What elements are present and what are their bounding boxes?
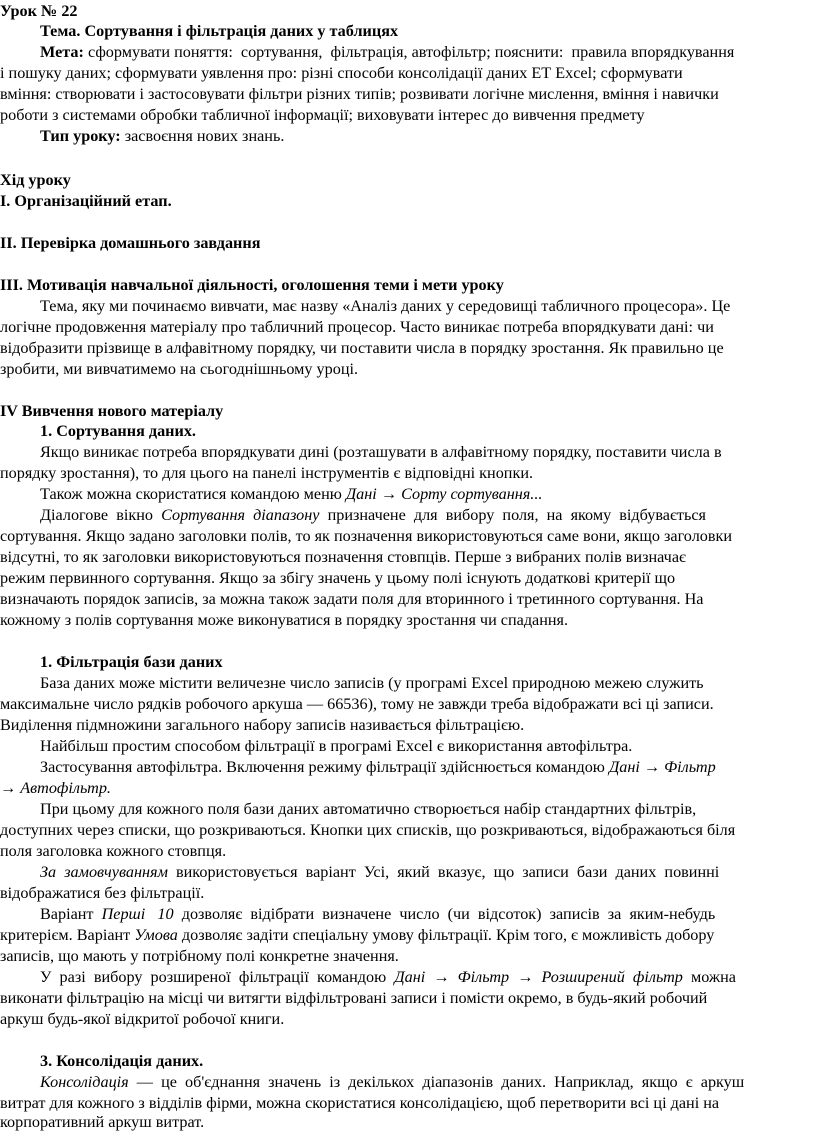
sort-p3-dialog-name: Сортування діапазону [161,506,320,524]
course-heading: Хід уроку [0,171,71,189]
filter-p1-line-1: База даних може містити величезне число записів (у програмі Excel природною межею служить [40,674,704,692]
sort-p2-text: Також можна скористатися командою меню [40,485,346,503]
filter-p6-a: Варіант [40,905,102,923]
sort-p3-line-4: режим первинного сортування. Якщо за збігу значень у цьому полі існують додаткові критерії що [0,569,676,587]
consolidation-p1-line-1 [40,1072,744,1093]
filter-p1-line-3: Виділення підмножини загального набору записів називається фільтрацією. [0,716,525,734]
motivation-line-2: логічне продовження матеріалу про табличний процесор. Часто виникає потреба впорядкувати дані: чи [0,318,714,336]
filter-p1-line-2: максимальне число рядків робочого аркуша — 66536), тому не завжди треба відображати всі ці записи. [0,695,714,713]
goal-text-1: сформувати поняття: сортування, фільтрація, автофільтр; пояснити: правила впорядкування [87,43,735,61]
sort-p3-line-6: кожному з полів сортування може виконуватися в порядку зростання чи спадання. [0,611,569,629]
theme-text: Сортування і фільтрація даних у таблицях [84,22,399,40]
filter-p3-menu-path: Дані → Фільтр [608,758,716,776]
filter-p6-line-2 [0,925,714,946]
filter-heading: 1. Фільтрація бази даних [40,653,223,671]
lesson-number: Урок № 22 [0,2,78,20]
goal-line-2: і пошуку даних; сформувати уявлення про: різні способи консолідації даних ЕТ Excel; сформувати [0,64,683,82]
theme-label: Тема. [40,22,81,40]
filter-p7-a: У разі вибору розширеної фільтрації командою [40,968,395,986]
goal-label: Мета: [40,43,84,61]
stage-4-heading: IV Вивчення нового матеріалу [0,402,224,420]
lesson-type-text: засвоєння нових знань. [124,127,285,145]
filter-p7-line-1 [40,967,736,988]
filter-p6-line-1 [40,904,715,925]
filter-p6l2-a: критерієм. Варіант [0,926,135,944]
filter-p7-b: можна [682,968,736,986]
filter-p5-line-1 [40,862,719,883]
sort-p3-b: призначене для вибору поля, на якому відбувається [319,506,707,524]
motivation-line-4: зробити, ми вивчатимемо на сьогоднішньому уроці. [0,360,359,378]
sort-heading: 1. Сортування даних. [40,422,196,440]
stage-1-heading: І. Організаційний етап. [0,192,172,210]
filter-p4-line-2: доступних через списки, що розкриваються. Кнопки цих списків, що розкриваються, відображаються біля [0,821,736,839]
filter-p6l2-condition: Умова [134,926,178,944]
lesson-type-label: Тип уроку: [40,127,121,145]
sort-p2-menu-path: Дані → Сорту сортування... [345,485,543,503]
filter-p2: Найбільш простим способом фільтрації в програмі Excel є використання автофільтра. [40,737,633,755]
sort-p3-line-1 [40,505,706,526]
filter-p6-top10: Перші 10 [101,905,174,923]
filter-p5-line-2: відображатися без фільтрації. [0,884,205,902]
filter-p4-line-1: При цьому для кожного поля бази даних автоматично створюється набір стандартних фільтрів, [40,800,697,818]
sort-p3-a: Діалогове вікно [40,506,162,524]
motivation-line-3: відобразити прізвище в алфавітному порядку, чи поставити числа в порядку зростання. Як правильно це [0,339,724,357]
motivation-line-1: Тема, яку ми починаємо вивчати, має назву «Аналіз даних у середовищі табличного процесора». Це [40,297,731,315]
sort-p3-line-5: визначають порядок записів, за можна також задати поля для вторинного і третинного сортування. На [0,590,704,608]
goal-line-4: роботи з системами обробки табличної інформації; виховувати інтерес до вивчення предмету [0,106,645,124]
filter-p6-line-3: записів, що мають у потрібному полі конкретне значення. [0,947,399,965]
filter-p4-line-3: поля заголовка кожного стовпця. [0,842,227,860]
filter-p6l2-b: дозволяє задіти спеціальну умову фільтрації. Крім того, є можливість добору [177,926,715,944]
filter-p7-line-2: виконати фільтрацію на місці чи витягти відфільтровані записи і помісти окремо, в будь-який робочий [0,989,708,1007]
sort-p3-line-2: сортування. Якщо задано заголовки полів, то як позначення використовуються саме вони, якщо заголовки [0,527,733,545]
filter-p6-b: дозволяє відібрати визначене число (чи відсоток) записів за яким-небудь [173,905,716,923]
lesson-type-line [40,126,284,147]
sort-p1-line-2: порядку зростання), то для цього на панелі інструментів є відповідні кнопки. [0,464,534,482]
filter-p7-menu-path: Дані → Фільтр → Розширений фільтр [394,968,683,986]
theme-line [40,21,398,42]
consolidation-term: Консолідація [40,1073,129,1091]
stage-3-heading: ІІІ. Мотивація навчальної діяльності, оголошення теми і мети уроку [0,276,504,294]
consolidation-p1-line-3: корпоративний аркуш витрат. [0,1113,205,1131]
stage-2-heading: ІІ. Перевірка домашнього завдання [0,234,261,252]
sort-p3-line-3: відсутні, то як заголовки використовуються позначення стовпців. Перше з вибраних полів визначає [0,548,686,566]
filter-p3-a: Застосування автофільтра. Включення режиму фільтрації здійснюється командою [40,758,609,776]
filter-p7-line-3: аркуш будь-якої відкритої робочої книги. [0,1010,285,1028]
sort-p2 [40,484,542,505]
filter-p5-b: використовується варіант Усі, який вказує, що записи бази даних повинні [167,863,720,881]
filter-p3-line-2: → Автофільтр. [0,779,111,797]
filter-p3-line-1 [40,757,716,778]
consolidation-p1-line-2: витрат для кожного з відділів фірми, можна скористатися консолідацією, щоб перетворити всі ці дані на [0,1094,720,1112]
goal-line-3: вміння: створювати і застосовувати фільтри різних типів; розвивати логічне мислення, вміння і навички [0,85,719,103]
consolidation-p1-b: — це об'єднання значень із декількох діапазонів даних. Наприклад, якщо є аркуш [128,1073,745,1091]
sort-p1-line-1: Якщо виникає потреба впорядкувати дині (розташувати в алфавітному порядку, поставити числа в [40,443,722,461]
consolidation-heading: 3. Консолідація даних. [40,1052,204,1070]
goal-line-1 [40,42,734,63]
filter-p5-default: За замовчуванням [40,863,168,881]
